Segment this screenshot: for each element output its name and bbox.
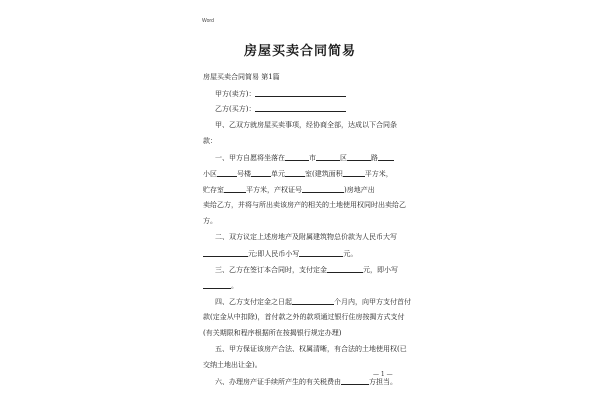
clause1-text: 室(建筑面积 [305,170,343,178]
clause1-text: )房地产出 [344,186,375,194]
blank [378,153,394,161]
clause4-line-2: 款(定金从中扣除)，首付款之外的款项通过银行住房按揭方式支付 [203,313,405,321]
clause1-text: 区 [340,154,347,162]
clause4-line-1 [215,297,411,307]
clause1-text: 贮存室 [203,186,224,194]
party-b-line [215,104,346,114]
document-title: 房屋买卖合同简易 [243,44,356,59]
party-a-label: 甲方(卖方)： [215,90,256,98]
clause1-line-5: 方。 [203,217,217,225]
app-label: Word [202,18,214,24]
clause2-text: 元;即人民币小写 [248,250,300,258]
blank [251,169,271,177]
clause1-text: 单元 [271,170,285,178]
clause2-line-1: 二、双方议定上述房地产及附属建筑物总价款为人民币大写 [215,233,397,241]
intro-line-2: 款： [203,137,217,145]
blank [203,281,231,289]
party-a-blank [255,89,346,97]
clause5-line-2: 交纳土地出让金)。 [203,361,262,369]
clause3-text: 元，即小写 [363,266,398,274]
clause2-line-2 [203,249,357,259]
clause6-line-1 [215,377,397,387]
clause1-text: 路 [371,154,378,162]
clause1-line-3 [203,185,375,195]
blank [343,169,365,177]
clause4-line-3: (有关期限和程序根据所在按揭银行规定办理) [203,329,342,337]
party-a-line [215,89,346,99]
blank [285,169,305,177]
clause5-line-1: 五、甲方保证该房产合法、权属清晰，有合法的土地使用权(已 [215,345,407,353]
clause3-line-1 [215,265,398,275]
blank [347,153,371,161]
clause1-line-2 [203,169,393,179]
blank [299,249,343,257]
clause3-text: 三、乙方在签订本合同时，支付定金 [215,266,327,274]
party-b-label: 乙方(买方)： [215,105,256,113]
blank [285,153,309,161]
blank [217,169,237,177]
clause6-text: 六、办理房产证手续所产生的有关税费由 [215,378,341,386]
page-number: — 1 — [373,371,393,378]
blank [341,377,369,385]
clause1-text: 市 [309,154,316,162]
clause1-text: 小区 [203,170,217,178]
clause1-text: 号楼 [237,170,251,178]
clause2-text: 元。 [343,250,358,258]
clause1-text: 平方米， [364,170,393,178]
intro-line-1: 甲、乙双方就房屋买卖事项，经协商全部，达成以下合同条 [215,121,397,129]
clause4-text: 个月内，向甲方支付首付 [334,298,411,306]
blank [292,297,334,305]
blank [302,185,344,193]
clause3-line-2: 。 [203,281,238,291]
clause1-line-1 [215,153,394,163]
blank [203,249,248,257]
blank [316,153,340,161]
clause1-line-4: 卖给乙方，并将与所出卖该房产的相关的土地使用权同时出卖给乙 [203,201,406,209]
clause1-text: 平方米，产权证号 [246,186,302,194]
blank [224,185,246,193]
clause1-text: 一、甲方自愿将坐落在 [215,154,285,162]
blank [327,265,363,273]
subtitle: 房屋买卖合同简易 第1篇 [203,73,280,81]
party-b-blank [255,104,346,112]
clause6-text: 方担当。 [369,378,397,386]
clause4-text: 四、乙方支付定金之日起 [215,298,292,306]
